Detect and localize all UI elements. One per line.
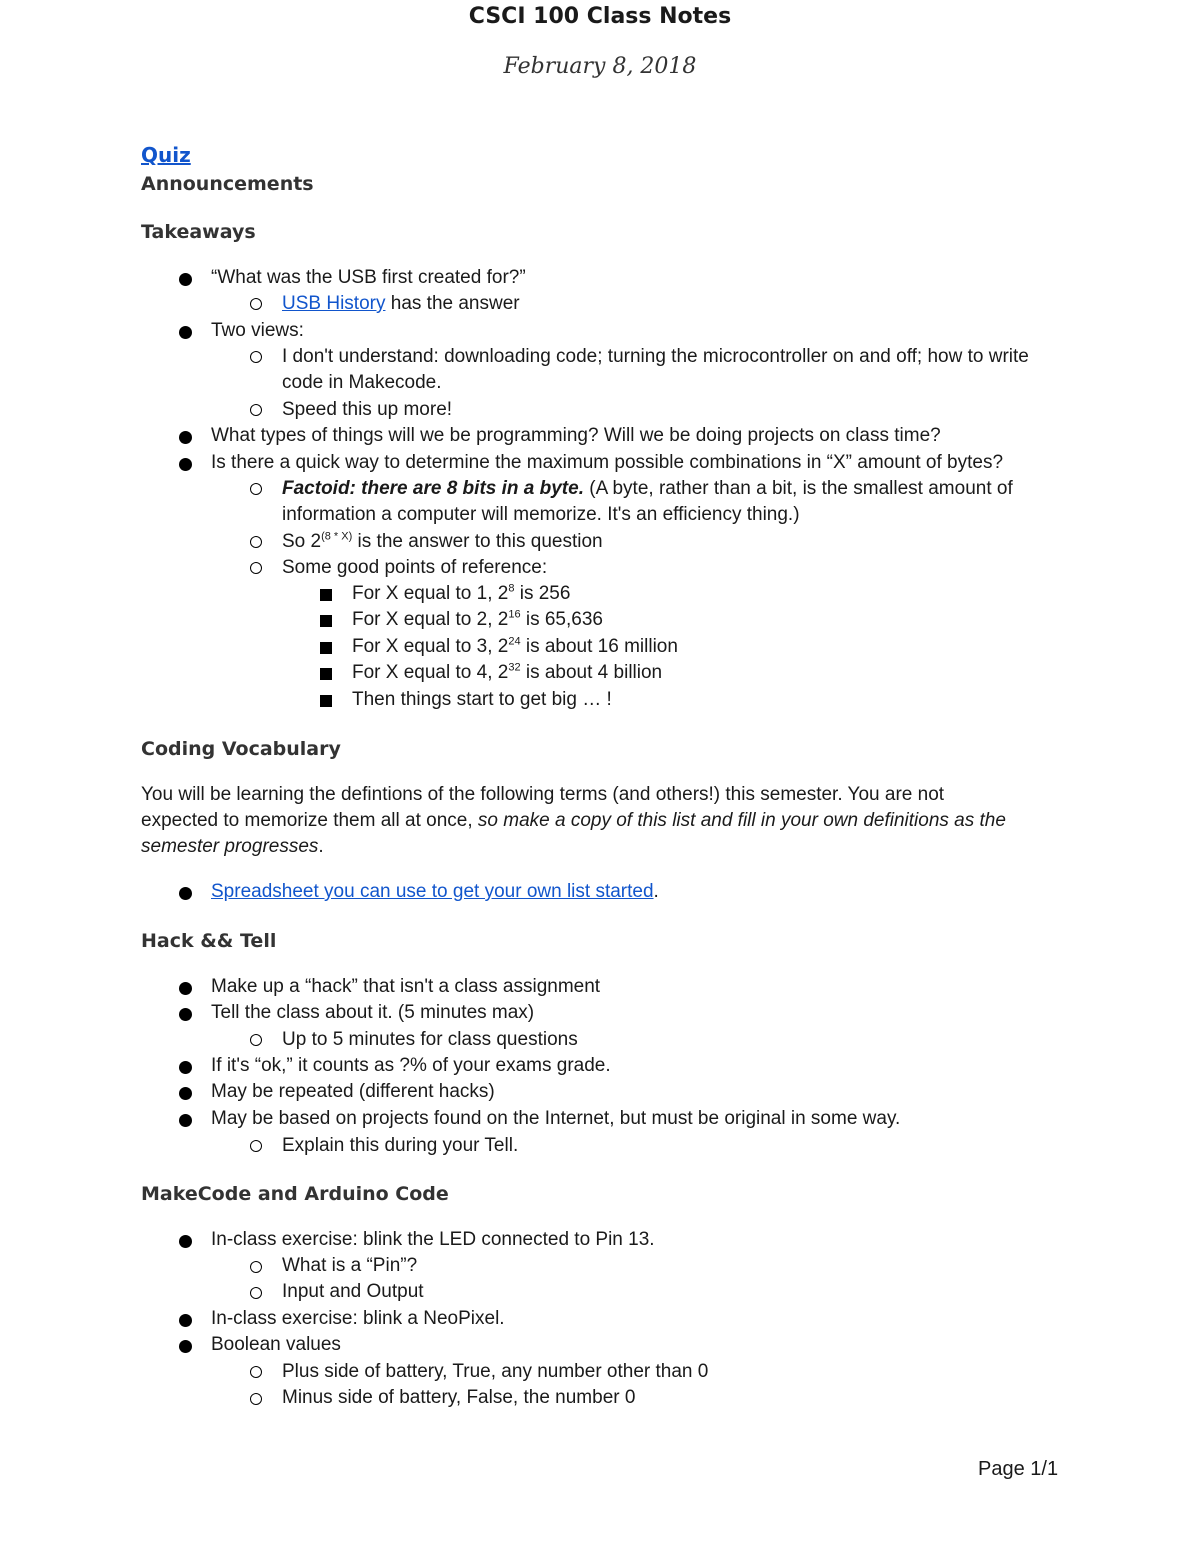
- list-item: [211, 879, 659, 905]
- factoid-text: Factoid: there are 8 bits in a byte.: [282, 478, 584, 499]
- list-item-text: For X equal to 3, 2: [352, 636, 509, 657]
- paragraph-text: .: [318, 836, 324, 857]
- vocab-paragraph-line: [141, 808, 1006, 834]
- coding-vocabulary-heading: Coding Vocabulary: [141, 738, 341, 760]
- exponent: 32: [508, 661, 521, 674]
- list-item: Minus side of battery, False, the number 0: [282, 1387, 636, 1408]
- bullet-circle-icon: [250, 298, 262, 310]
- bullet-disc-icon: [179, 273, 192, 286]
- list-item: [352, 660, 662, 686]
- list-item-text: For X equal to 1, 2: [352, 583, 509, 604]
- list-item: If it's “ok,” it counts as ?% of your exams grade.: [211, 1055, 611, 1076]
- list-item: [352, 581, 570, 607]
- bullet-circle-icon: [250, 1034, 262, 1046]
- bullet-square-icon: [320, 615, 332, 627]
- bullet-disc-icon: [179, 1340, 192, 1353]
- bullet-disc-icon: [179, 458, 192, 471]
- vocab-paragraph-line: You will be learning the defintions of the following terms (and others!) this semester. You are not: [141, 784, 945, 805]
- list-item: Plus side of battery, True, any number other than 0: [282, 1361, 709, 1382]
- paragraph-italic-text: semester progresses: [141, 836, 319, 857]
- list-item-text: is about 4 billion: [520, 662, 663, 683]
- list-item-text: is 256: [514, 583, 571, 604]
- bullet-circle-icon: [250, 483, 262, 495]
- list-item-continuation: information a computer will memorize. It's an efficiency thing.): [282, 504, 800, 525]
- list-item: What types of things will we be programming? Will we be doing projects on class time?: [211, 425, 941, 446]
- list-item: In-class exercise: blink a NeoPixel.: [211, 1308, 505, 1329]
- bullet-square-icon: [320, 695, 332, 707]
- list-item: May be repeated (different hacks): [211, 1081, 495, 1102]
- bullet-circle-icon: [250, 1261, 262, 1273]
- document-title: CSCI 100 Class Notes: [468, 4, 732, 29]
- list-item: Tell the class about it. (5 minutes max): [211, 1002, 535, 1023]
- list-item-text: .: [653, 881, 659, 902]
- list-item: [282, 291, 520, 317]
- list-item-text: (A byte, rather than a bit, is the smallest amount of: [583, 478, 1013, 499]
- bullet-disc-icon: [179, 1008, 192, 1021]
- list-item: “What was the USB first created for?”: [211, 267, 526, 288]
- announcements-heading: Announcements: [141, 173, 314, 195]
- list-item: Some good points of reference:: [282, 557, 548, 578]
- paragraph-text: expected to memorize them all at once,: [141, 810, 478, 831]
- list-item-text: is the answer to this question: [352, 531, 603, 552]
- bullet-disc-icon: [179, 1087, 192, 1100]
- bullet-circle-icon: [250, 1287, 262, 1299]
- quiz-link[interactable]: Quiz: [141, 143, 191, 167]
- list-item-text: For X equal to 2, 2: [352, 609, 509, 630]
- list-item: Up to 5 minutes for class questions: [282, 1029, 578, 1050]
- list-item: Input and Output: [282, 1281, 424, 1302]
- list-item-text: For X equal to 4, 2: [352, 662, 509, 683]
- bullet-disc-icon: [179, 1114, 192, 1127]
- bullet-circle-icon: [250, 1366, 262, 1378]
- vocab-paragraph-line: [141, 834, 324, 860]
- spreadsheet-link[interactable]: Spreadsheet you can use to get your own list started: [211, 881, 654, 902]
- hack-and-tell-heading: Hack && Tell: [141, 930, 277, 952]
- list-item-text: So 2: [282, 531, 322, 552]
- bullet-disc-icon: [179, 982, 192, 995]
- exponent: 24: [508, 635, 521, 648]
- list-item: Speed this up more!: [282, 399, 453, 420]
- list-item: What is a “Pin”?: [282, 1255, 418, 1276]
- list-item: May be based on projects found on the Internet, but must be original in some way.: [211, 1108, 901, 1129]
- bullet-disc-icon: [179, 1235, 192, 1248]
- bullet-circle-icon: [250, 1140, 262, 1152]
- paragraph-italic-text: so make a copy of this list and fill in your own definitions as the: [477, 810, 1006, 831]
- usb-history-link[interactable]: USB History: [282, 293, 386, 314]
- bullet-disc-icon: [179, 431, 192, 444]
- list-item: Boolean values: [211, 1334, 341, 1355]
- exponent: 16: [508, 608, 521, 621]
- bullet-disc-icon: [179, 1061, 192, 1074]
- bullet-square-icon: [320, 642, 332, 654]
- list-item-text: is about 16 million: [520, 636, 678, 657]
- bullet-circle-icon: [250, 404, 262, 416]
- exponent: 8: [508, 582, 515, 595]
- bullet-disc-icon: [179, 1314, 192, 1327]
- list-item-text: is 65,636: [520, 609, 603, 630]
- list-item: [352, 634, 678, 660]
- list-item: [282, 529, 603, 555]
- list-item: Two views:: [211, 320, 304, 341]
- list-item: I don't understand: downloading code; turning the microcontroller on and off; how to write: [282, 346, 1029, 367]
- list-item: Explain this during your Tell.: [282, 1135, 519, 1156]
- list-item: Make up a “hack” that isn't a class assignment: [211, 976, 601, 997]
- bullet-circle-icon: [250, 562, 262, 574]
- bullet-square-icon: [320, 589, 332, 601]
- list-item: Is there a quick way to determine the maximum possible combinations in “X” amount of bytes?: [211, 452, 1004, 473]
- bullet-circle-icon: [250, 536, 262, 548]
- list-item: [282, 476, 1013, 502]
- bullet-circle-icon: [250, 351, 262, 363]
- bullet-disc-icon: [179, 326, 192, 339]
- bullet-circle-icon: [250, 1393, 262, 1405]
- makecode-heading: MakeCode and Arduino Code: [141, 1183, 449, 1205]
- list-item: [352, 607, 603, 633]
- bullet-square-icon: [320, 668, 332, 680]
- list-item: In-class exercise: blink the LED connected to Pin 13.: [211, 1229, 655, 1250]
- list-item: Then things start to get big … !: [352, 689, 612, 710]
- list-item-text: has the answer: [385, 293, 520, 314]
- document-date: February 8, 2018: [503, 54, 697, 79]
- bullet-disc-icon: [179, 887, 192, 900]
- takeaways-heading: Takeaways: [141, 221, 256, 243]
- exponent: (8 * X): [321, 530, 353, 543]
- list-item-continuation: code in Makecode.: [282, 372, 442, 393]
- page-number: Page 1/1: [978, 1458, 1059, 1480]
